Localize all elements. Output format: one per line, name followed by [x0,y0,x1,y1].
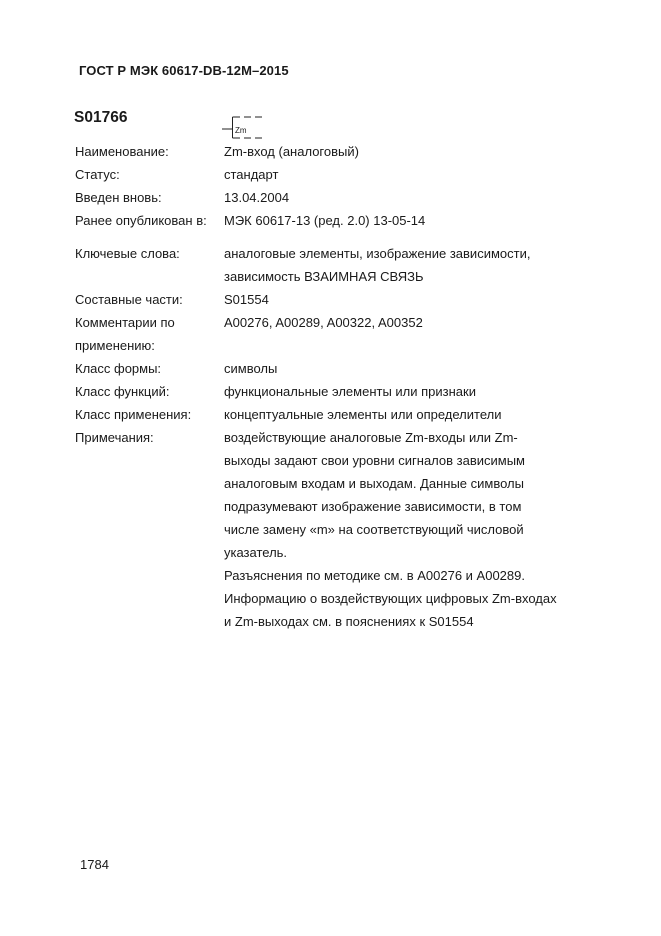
field-value: стандарт [224,167,279,182]
value-line: числе замену «m» на соответствующий числовой [224,522,524,537]
field-application-class [75,403,595,426]
field-keywords [75,242,595,288]
entry-code: S01766 [74,109,128,126]
field-application-comments [75,311,595,357]
field-label: Введен вновь: [75,190,162,205]
field-status [75,163,595,186]
zm-analog-input-symbol-icon [222,111,270,141]
field-shape-class [75,357,595,380]
field-label [75,311,224,357]
field-value [224,242,595,288]
value-line: и Zm-выходах см. в пояснениях к S01554 [224,614,474,629]
field-label: Класс функций: [75,384,170,399]
field-value: символы [224,361,278,376]
field-label: Составные части: [75,292,183,307]
field-value: концептуальные элементы или определители [224,407,502,422]
field-name [75,140,595,163]
value-line: Разъяснения по методике см. в A00276 и A00289. [224,568,525,583]
symbol-text: Zm [235,126,247,135]
field-label: Наименование: [75,144,169,159]
value-line: подразумевают изображение зависимости, в том [224,499,522,514]
field-value: МЭК 60617-13 (ред. 2.0) 13-05-14 [224,213,426,228]
spacer [75,232,595,242]
field-introduced [75,186,595,209]
field-label: Ключевые слова: [75,246,180,261]
field-label: Ранее опубликован в: [75,213,207,228]
field-value: 13.04.2004 [224,190,290,205]
field-value: функциональные элементы или признаки [224,384,476,399]
field-label: Класс формы: [75,361,162,376]
value-line: аналоговые элементы, изображение зависимости, [224,246,531,261]
field-label: Статус: [75,167,120,182]
field-label: Примечания: [75,430,154,445]
value-line: Информацию о воздействующих цифровых Zm-входах [224,591,557,606]
label-line: Комментарии по [75,315,175,330]
value-line: зависимость ВЗАИМНАЯ СВЯЗЬ [224,269,424,284]
value-line: выходы задают свои уровни сигналов зависимым [224,453,525,468]
value-line: аналоговым входам и выходам. Данные символы [224,476,524,491]
field-label: Класс применения: [75,407,192,422]
entry-fields [75,140,595,633]
field-value: S01554 [224,292,269,307]
label-line: применению: [75,338,155,353]
field-value [224,426,595,633]
field-components [75,288,595,311]
field-function-class [75,380,595,403]
field-notes [75,426,595,633]
field-value: A00276, A00289, A00322, A00352 [224,315,423,330]
document-header-title: ГОСТ Р МЭК 60617-DB-12M–2015 [79,63,289,78]
value-line: указатель. [224,545,288,560]
field-previously-published [75,209,595,232]
field-value: Zm-вход (аналоговый) [224,144,359,159]
value-line: воздействующие аналоговые Zm-входы или Zm- [224,430,518,445]
page-number: 1784 [80,857,109,872]
